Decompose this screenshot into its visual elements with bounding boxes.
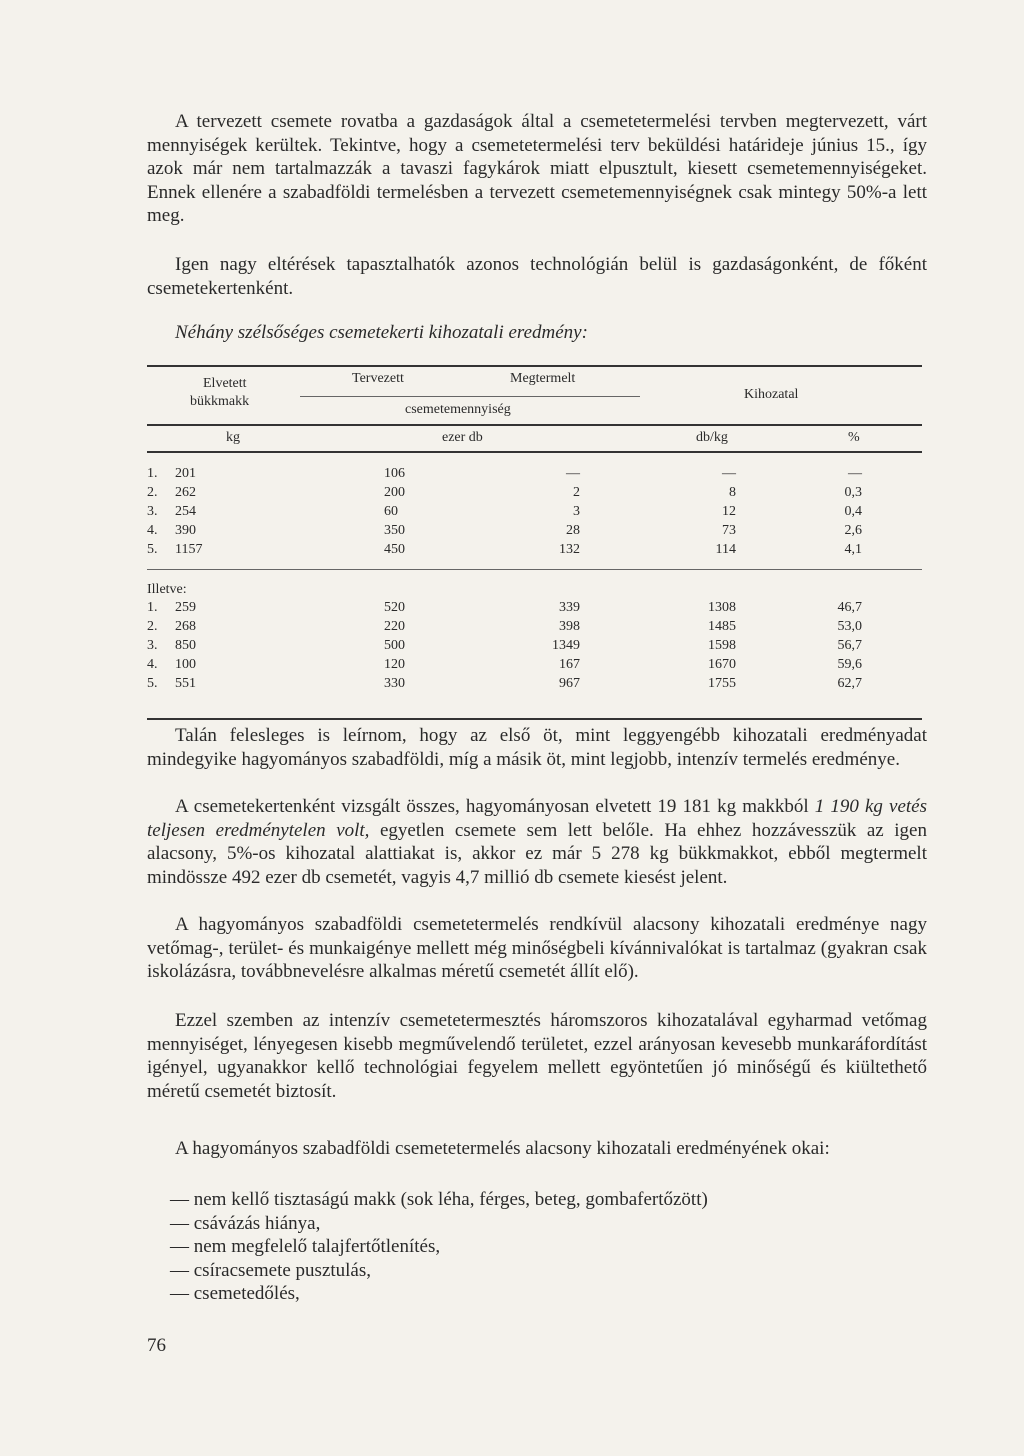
table-cell-pct: 0,3 (844, 485, 862, 500)
paragraph-3 (147, 724, 927, 771)
page-number: 76 (147, 1335, 166, 1356)
table-cell-pct: — (848, 466, 862, 481)
paragraph-5-text: A hagyományos szabadföldi csemetetermelés rendkívül alacsony kihozatali eredménye nagy vetőmag-, terület- és munkaigénye mellett még minőségbeli kívánnivalókat is tartalmaz (gyakran csak iskolázásra, továbbnevelésre alkalmas méretű csemetét állít elő). (147, 914, 927, 983)
table-bottom-rule (147, 718, 922, 720)
table-cell-n: 5. (147, 676, 158, 691)
list-item: — csávázás hiánya, (170, 1212, 321, 1234)
table-cell-megtermelt: 967 (559, 676, 580, 691)
table-cell-kg: 201 (175, 466, 196, 481)
table-cell-megtermelt: 132 (559, 542, 580, 557)
paragraph-2-text: Igen nagy eltérések tapasztalhatók azonos technológián belül is gazdaságonként, de főként csemetekertenként. (147, 254, 927, 299)
header-megtermelt: Megtermelt (510, 371, 576, 386)
table-cell-kg: 850 (175, 638, 196, 653)
paragraph-4-text-b: egyetlen csemete sem lett belőle. Ha ehhez hozzávesszük az igen alacsony, 5%-os kihozatal alattiakat is, akkor ez már 5 278 kg bükkmakkot, ebből megtermelt mindössze 492 ezer db csemetét, vagyis 4,7 millió db csemete kiesést jelent. (147, 819, 927, 888)
table-cell-dbkg: 8 (729, 485, 736, 500)
header-csemetemennyiseg: csemetemennyiség (405, 402, 511, 417)
header-elvetett: Elvetett (203, 376, 247, 391)
unit-ezer-db: ezer db (442, 430, 483, 445)
table-cell-megtermelt: 167 (559, 657, 580, 672)
table-top-rule (147, 365, 922, 367)
table-cell-dbkg: 1485 (708, 619, 736, 634)
table-cell-kg: 268 (175, 619, 196, 634)
list-item: — csíracsemete pusztulás, (170, 1259, 372, 1281)
table-cell-kg: 259 (175, 600, 196, 615)
table-cell-megtermelt: 339 (559, 600, 580, 615)
table-cell-dbkg: — (722, 466, 736, 481)
table-cell-tervezett: 520 (384, 600, 405, 615)
table-cell-pct: 59,6 (837, 657, 862, 672)
paragraph-1 (147, 110, 927, 228)
header-kihozatal: Kihozatal (744, 387, 799, 402)
unit-pct: % (848, 430, 860, 445)
table-cell-dbkg: 73 (722, 523, 736, 538)
table-units-rule (147, 451, 922, 453)
table-caption: Néhány szélsőséges csemetekerti kihozatali eredmény: (175, 322, 588, 343)
table-cell-megtermelt: 28 (566, 523, 580, 538)
table-cell-n: 3. (147, 504, 158, 519)
unit-kg: kg (226, 430, 240, 445)
table-cell-pct: 2,6 (844, 523, 862, 538)
paragraph-3-text: Talán felesleges is leírnom, hogy az első öt, mint leggyengébb kihozatali eredményadat mindegyike hagyományos szabadföldi, míg a másik öt, mint legjobb, intenzív termelés eredménye. (147, 725, 927, 770)
table-cell-megtermelt: 1349 (552, 638, 580, 653)
paragraph-4-emphasis: 1 190 kg vetés teljesen eredménytelen volt, (147, 796, 927, 841)
header-bukkmakk: bükkmakk (190, 394, 250, 409)
table-cell-n: 5. (147, 542, 158, 557)
table-cell-tervezett: 500 (384, 638, 405, 653)
table-cell-tervezett: 350 (384, 523, 405, 538)
group2-label: Illetve: (147, 582, 187, 597)
table-cell-n: 3. (147, 638, 158, 653)
table-cell-dbkg: 1598 (708, 638, 736, 653)
paragraph-4-text-a: A csemetekertenként vizsgált összes, hagyományosan elvetett 19 181 kg makkból (175, 796, 815, 817)
table-cell-megtermelt: 2 (573, 485, 580, 500)
list-item: — csemetedőlés, (170, 1283, 300, 1305)
table-cell-kg: 551 (175, 676, 196, 691)
table-cell-megtermelt: 3 (573, 504, 580, 519)
table-cell-dbkg: 1308 (708, 600, 736, 615)
paragraph-7 (147, 1137, 927, 1161)
table-cell-kg: 1157 (175, 542, 203, 557)
table-cell-tervezett: 120 (384, 657, 405, 672)
table-cell-pct: 4,1 (844, 542, 862, 557)
table-cell-dbkg: 12 (722, 504, 736, 519)
paragraph-7-text: A hagyományos szabadföldi csemetetermelés alacsony kihozatali eredményének okai: (175, 1138, 830, 1159)
table-cell-tervezett: 330 (384, 676, 405, 691)
paragraph-4 (147, 795, 927, 889)
table-cell-n: 4. (147, 523, 158, 538)
table-mid-rule (147, 569, 922, 570)
table-cell-pct: 0,4 (844, 504, 862, 519)
table-cell-tervezett: 220 (384, 619, 405, 634)
table-cell-n: 4. (147, 657, 158, 672)
table-cell-pct: 53,0 (837, 619, 862, 634)
paragraph-6 (147, 1009, 927, 1103)
table-cell-n: 1. (147, 600, 158, 615)
paragraph-2 (147, 253, 927, 300)
table-cell-tervezett: 450 (384, 542, 405, 557)
table-cell-kg: 100 (175, 657, 196, 672)
table-cell-tervezett: 200 (384, 485, 405, 500)
table-cell-tervezett: 106 (384, 466, 405, 481)
table-cell-pct: 62,7 (837, 676, 862, 691)
table-cell-n: 2. (147, 485, 158, 500)
table-cell-n: 2. (147, 619, 158, 634)
table-cell-pct: 46,7 (837, 600, 862, 615)
table-cell-kg: 254 (175, 504, 196, 519)
unit-db-kg: db/kg (696, 430, 728, 445)
table-cell-pct: 56,7 (837, 638, 862, 653)
paragraph-1-text: A tervezett csemete rovatba a gazdaságok által a csemetetermelési tervben megtervezett, várt mennyiségek kerültek. Tekintve, hogy a csemetetermelési terv beküldési határideje június 15., így azok már nem tartalmazzák a tavaszi fagykárok miatt elpusztult, kiesett csemetemennyiségeket. Ennek ellenére a szabadföldi termelésben a tervezett csemetemennyiségnek csak mintegy 50%-a lett meg. (147, 111, 927, 227)
list-item: — nem kellő tisztaságú makk (sok léha, férges, beteg, gombafertőzött) (170, 1189, 708, 1210)
table-cell-tervezett: 60 (384, 504, 398, 519)
paragraph-6-text: Ezzel szemben az intenzív csemetetermesztés háromszoros kihozatalával egyharmad vetőmag mennyiséget, lényegesen kisebb megművelendő területet, ezzel arányosan kevesebb munkaráfordítást igényel, ugyanakkor kellő technológiai fegyelem mellett egyöntetűen jó minőségű és kiültethető méretű csemetét biztosít. (147, 1010, 927, 1102)
list-item: — nem megfelelő talajfertőtlenítés, (170, 1236, 441, 1258)
paragraph-5 (147, 913, 927, 984)
table-cell-dbkg: 1755 (708, 676, 736, 691)
table-cell-kg: 262 (175, 485, 196, 500)
table-header-rule (147, 424, 922, 426)
table-cell-kg: 390 (175, 523, 196, 538)
causes-list (170, 1188, 708, 1306)
header-tervezett: Tervezett (352, 371, 404, 386)
table-cell-megtermelt: — (566, 466, 580, 481)
table-cell-dbkg: 114 (715, 542, 736, 557)
table-cell-n: 1. (147, 466, 158, 481)
table-cell-megtermelt: 398 (559, 619, 580, 634)
table-cell-dbkg: 1670 (708, 657, 736, 672)
table-header-inner-rule (300, 396, 640, 397)
